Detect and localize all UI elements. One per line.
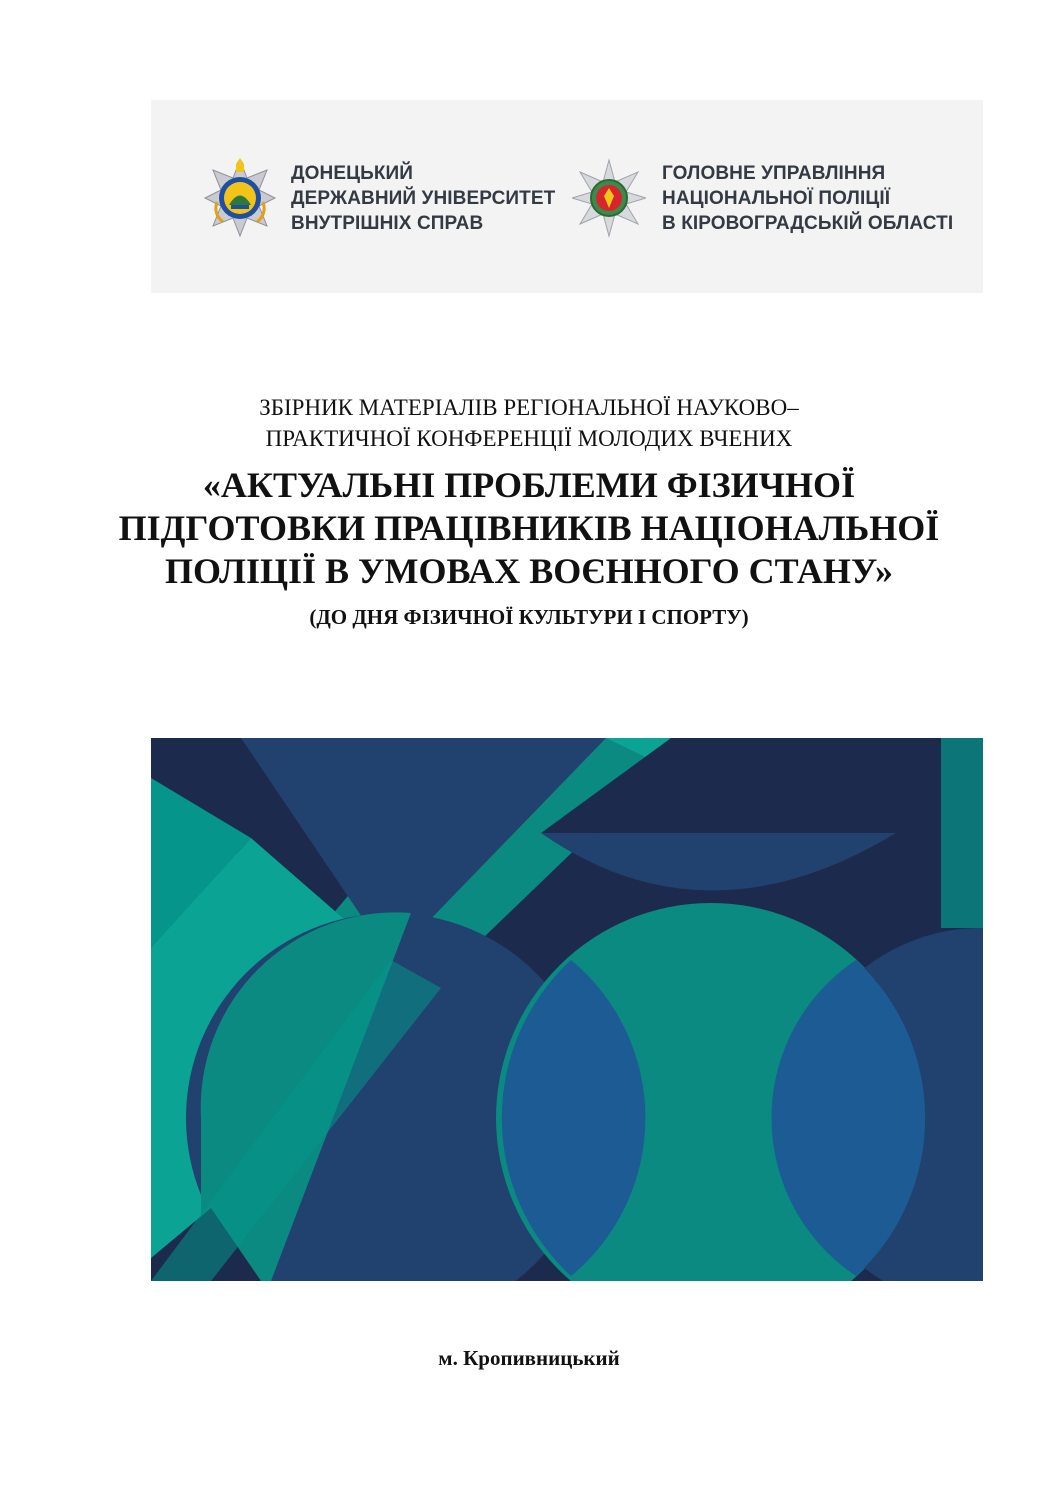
university-name-line-2: ДЕРЖАВНИЙ УНІВЕРСИТЕТ bbox=[291, 187, 556, 209]
police-name-line-3: В КІРОВОГРАДСЬКІЙ ОБЛАСТІ bbox=[662, 212, 954, 234]
police-name-line-2: НАЦІОНАЛЬНОЇ ПОЛІЦІЇ bbox=[662, 187, 891, 209]
conference-title bbox=[90, 464, 968, 593]
title-line-1: «АКТУАЛЬНІ ПРОБЛЕМИ ФІЗИЧНОЇ bbox=[202, 465, 856, 505]
subtitle-line-2: ПРАКТИЧНОЇ КОНФЕРЕНЦІЇ МОЛОДИХ ВЧЕНИХ bbox=[265, 426, 793, 451]
header-band bbox=[151, 100, 983, 293]
title-block bbox=[90, 392, 968, 631]
university-name-line-3: ВНУТРІШНІХ СПРАВ bbox=[291, 212, 484, 234]
police-department-block bbox=[572, 158, 953, 238]
subtitle-line-1: ЗБІРНИК МАТЕРІАЛІВ РЕГІОНАЛЬНОЇ НАУКОВО– bbox=[259, 395, 799, 420]
title-line-2: ПІДГОТОВКИ ПРАЦІВНИКІВ НАЦІОНАЛЬНОЇ bbox=[118, 508, 940, 548]
cover-artwork bbox=[151, 738, 983, 1281]
art-right-teal-edge bbox=[941, 738, 983, 928]
police-department-name bbox=[662, 161, 953, 236]
police-star-emblem-icon bbox=[572, 158, 646, 238]
university-name-line-1: ДОНЕЦЬКИЙ bbox=[291, 162, 414, 184]
university-block bbox=[203, 158, 555, 238]
city-name: м. Кропивницький bbox=[438, 1346, 620, 1370]
police-name-line-1: ГОЛОВНЕ УПРАВЛІННЯ bbox=[662, 162, 886, 184]
university-emblem-icon bbox=[203, 158, 277, 238]
title-line-3: ПОЛІЦІЇ В УМОВАХ ВОЄННОГО СТАНУ» bbox=[164, 551, 894, 591]
dedication-note: (ДО ДНЯ ФІЗИЧНОЇ КУЛЬТУРИ І СПОРТУ) bbox=[309, 605, 749, 629]
collection-subtitle bbox=[90, 392, 968, 454]
university-name bbox=[291, 161, 555, 236]
